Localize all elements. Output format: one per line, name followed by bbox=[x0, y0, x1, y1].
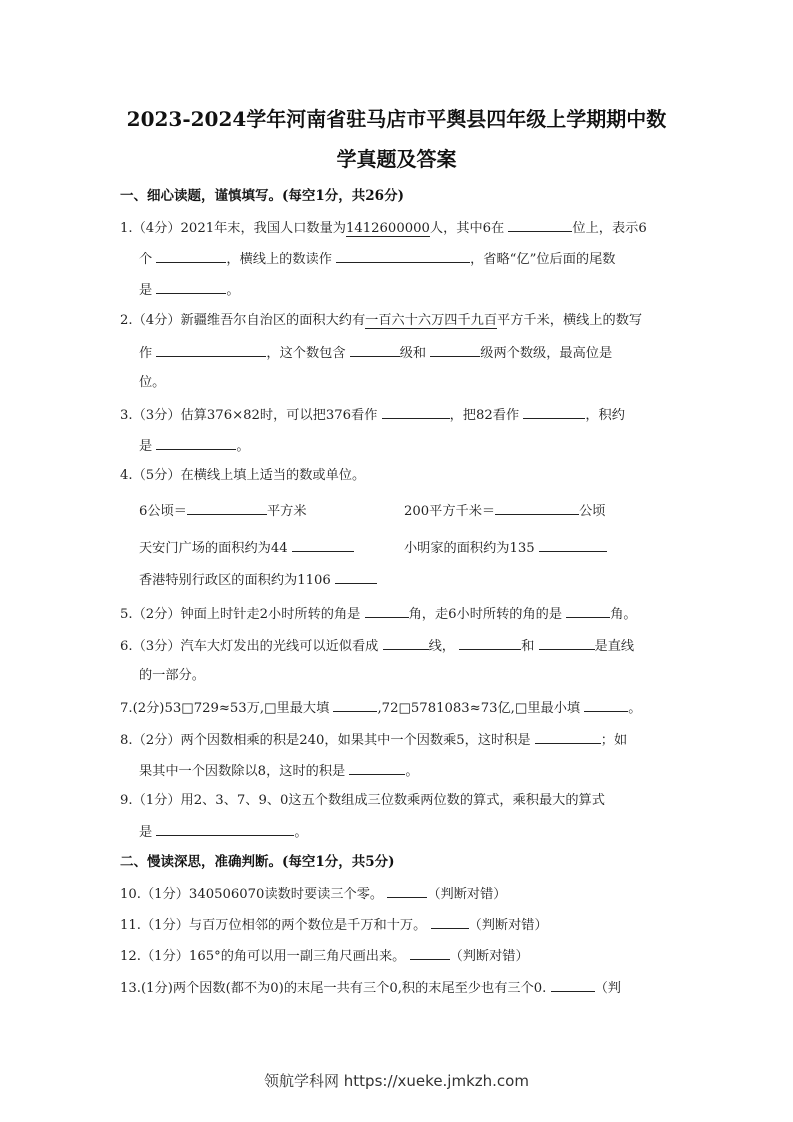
q4-answer-blank-4[interactable] bbox=[539, 538, 607, 552]
q3-text-b: ，把82看作 bbox=[449, 408, 520, 423]
q13-judge-label: （判 bbox=[594, 981, 621, 996]
q11-judge-label: （判断对错） bbox=[468, 918, 548, 933]
q7-text-c: 。 bbox=[628, 701, 642, 716]
question-1-line1 bbox=[120, 218, 647, 238]
q1-text-f: ，省略“亿”位后面的尾数 bbox=[470, 252, 616, 267]
q2-text-g: 位。 bbox=[139, 375, 166, 390]
q8-answer-blank-1[interactable] bbox=[535, 730, 601, 744]
q1-text-b: 人，其中6在 bbox=[429, 221, 505, 236]
q6-answer-blank-3[interactable] bbox=[539, 636, 595, 650]
q2-answer-blank-1[interactable] bbox=[156, 343, 266, 357]
q4-item2-text-a: 200平方千米＝ bbox=[404, 504, 496, 519]
question-13 bbox=[120, 978, 621, 998]
question-4-item-3 bbox=[139, 538, 354, 558]
q1-answer-blank-2[interactable] bbox=[156, 249, 226, 263]
q1-text-h: 。 bbox=[226, 283, 240, 298]
q5-answer-blank-2[interactable] bbox=[566, 604, 610, 618]
question-6-line1 bbox=[120, 636, 634, 656]
q5-text-b: 角，走6小时所转的角的是 bbox=[408, 607, 563, 622]
section-2-heading: 二、慢读深思，准确判断。(每空1分，共5分) bbox=[120, 854, 395, 870]
q1-text-a: 1.（4分）2021年末，我国人口数量为 bbox=[120, 221, 346, 236]
q1-answer-blank-1[interactable] bbox=[508, 218, 572, 232]
q4-item1-text-a: 6公顷＝ bbox=[139, 504, 187, 519]
q2-text-b: 平方千米，横线上的数写 bbox=[497, 313, 643, 328]
q4-answer-blank-1[interactable] bbox=[187, 501, 267, 515]
q7-text-b: ,72□5781083≈73亿,□里最小填 bbox=[377, 701, 581, 716]
q6-text-a: 6.（3分）汽车大灯发出的光线可以近似看成 bbox=[120, 639, 379, 654]
question-8-line2 bbox=[139, 761, 419, 781]
q6-answer-blank-1[interactable] bbox=[383, 636, 429, 650]
question-8-line1 bbox=[120, 730, 627, 750]
question-7 bbox=[120, 698, 641, 718]
question-2-line3 bbox=[139, 374, 165, 392]
q1-population-number: 1412600000 bbox=[345, 221, 430, 236]
q4-item4-text: 小明家的面积约为135 bbox=[404, 541, 535, 556]
q1-text-g: 是 bbox=[139, 283, 153, 298]
q4-answer-blank-5[interactable] bbox=[335, 570, 377, 584]
q2-text-d: ，这个数包含 bbox=[266, 346, 346, 361]
footer-watermark: 领航学科网 https://xueke.jmkzh.com bbox=[264, 1072, 529, 1090]
q13-text: 13.(1分)两个因数(都不为0)的末尾一共有三个0,积的末尾至少也有三个0. bbox=[120, 981, 547, 996]
q1-text-d: 个 bbox=[139, 252, 153, 267]
q2-answer-blank-2[interactable] bbox=[350, 343, 400, 357]
q7-answer-blank-1[interactable] bbox=[333, 698, 377, 712]
question-2-line1 bbox=[120, 312, 642, 330]
q4-item5-text: 香港特别行政区的面积约为1106 bbox=[139, 573, 331, 588]
q2-text-e: 级和 bbox=[399, 346, 427, 361]
question-3-line2 bbox=[139, 436, 250, 456]
question-1-line3 bbox=[139, 280, 240, 300]
q10-text: 10.（1分）340506070读数时要读三个零。 bbox=[120, 887, 384, 902]
question-10 bbox=[120, 884, 506, 904]
q3-text-e: 。 bbox=[236, 439, 250, 454]
q4-answer-blank-3[interactable] bbox=[292, 538, 354, 552]
q4-answer-blank-2[interactable] bbox=[495, 501, 579, 515]
q1-text-c: 位上，表示6 bbox=[572, 221, 647, 236]
q12-text: 12.（1分）165°的角可以用一副三角尺画出来。 bbox=[120, 949, 406, 964]
document-title-line1: 2023-2024学年河南省驻马店市平舆县四年级上学期期中数 bbox=[126, 107, 667, 131]
question-4-item-1 bbox=[139, 501, 307, 521]
q9-text-c: 。 bbox=[294, 825, 308, 840]
q4-item1-text-b: 平方米 bbox=[266, 504, 307, 519]
question-11 bbox=[120, 915, 548, 935]
q9-text-a: 9.（1分）用2、3、7、9、0这五个数组成三位数乘两位数的算式，乘积最大的算式 bbox=[120, 793, 605, 808]
q5-answer-blank-1[interactable] bbox=[365, 604, 409, 618]
q3-text-d: 是 bbox=[139, 439, 153, 454]
q2-text-c: 作 bbox=[139, 346, 153, 361]
q7-answer-blank-2[interactable] bbox=[584, 698, 628, 712]
q13-answer-blank[interactable] bbox=[551, 978, 595, 992]
question-9-line2 bbox=[139, 822, 308, 842]
question-12 bbox=[120, 946, 529, 966]
q6-text-b: 线， bbox=[428, 639, 455, 654]
q3-answer-blank-3[interactable] bbox=[156, 436, 236, 450]
q3-text-c: ，积约 bbox=[585, 408, 625, 423]
q2-answer-blank-3[interactable] bbox=[430, 343, 480, 357]
q10-judge-label: （判断对错） bbox=[427, 887, 507, 902]
q9-text-b: 是 bbox=[139, 825, 153, 840]
question-9-line1 bbox=[120, 792, 605, 810]
q12-judge-label: （判断对错） bbox=[449, 949, 529, 964]
q2-text-f: 级两个数级，最高位是 bbox=[480, 346, 613, 361]
q1-answer-blank-4[interactable] bbox=[156, 280, 226, 294]
q1-answer-blank-3[interactable] bbox=[336, 249, 470, 263]
q3-answer-blank-1[interactable] bbox=[382, 405, 450, 419]
q6-answer-blank-2[interactable] bbox=[459, 636, 521, 650]
q2-text-a: 2.（4分）新疆维吾尔自治区的面积大约有 bbox=[120, 313, 366, 328]
q6-text-c: 和 bbox=[521, 639, 535, 654]
q2-area-in-words: 一百六十六万四千九百 bbox=[365, 313, 498, 328]
q6-text-e: 的一部分。 bbox=[139, 668, 205, 683]
q6-text-d: 是直线 bbox=[594, 639, 635, 654]
question-6-line2 bbox=[139, 667, 205, 685]
question-4-prompt: 4.（5分）在横线上填上适当的数或单位。 bbox=[120, 468, 366, 483]
question-2-line2 bbox=[139, 343, 612, 363]
q8-text-b: ；如 bbox=[600, 733, 628, 748]
section-1-heading: 一、细心读题，谨慎填写。(每空1分，共26分) bbox=[120, 188, 404, 204]
q8-text-c: 果其中一个因数除以8，这时的积是 bbox=[139, 764, 346, 779]
q12-answer-blank[interactable] bbox=[410, 946, 450, 960]
q4-item2-text-b: 公顷 bbox=[579, 504, 606, 519]
q11-answer-blank[interactable] bbox=[431, 915, 469, 929]
question-4-item-4 bbox=[404, 538, 607, 558]
q10-answer-blank[interactable] bbox=[387, 884, 427, 898]
question-3-line1 bbox=[120, 405, 625, 425]
question-4-item-2 bbox=[404, 501, 605, 521]
q3-text-a: 3.（3分）估算376×82时，可以把376看作 bbox=[120, 408, 378, 423]
question-4-item-5 bbox=[139, 570, 377, 590]
q4-item3-text: 天安门广场的面积约为44 bbox=[139, 541, 288, 556]
q1-text-e: ，横线上的数读作 bbox=[226, 252, 332, 267]
q7-text-a: 7.(2分)53□729≈53万,□里最大填 bbox=[120, 701, 330, 716]
q5-text-a: 5.（2分）钟面上时针走2小时所转的角是 bbox=[120, 607, 361, 622]
question-5 bbox=[120, 604, 637, 624]
q9-answer-blank[interactable] bbox=[156, 822, 294, 836]
document-title-line2: 学真题及答案 bbox=[336, 147, 457, 171]
q11-text: 11.（1分）与百万位相邻的两个数位是千万和十万。 bbox=[120, 918, 427, 933]
q8-text-a: 8.（2分）两个因数相乘的积是240，如果其中一个因数乘5，这时积是 bbox=[120, 733, 531, 748]
q3-answer-blank-2[interactable] bbox=[523, 405, 585, 419]
q5-text-c: 角。 bbox=[610, 607, 637, 622]
question-1-line2 bbox=[139, 249, 615, 269]
q8-text-d: 。 bbox=[405, 764, 419, 779]
q8-answer-blank-2[interactable] bbox=[349, 761, 405, 775]
